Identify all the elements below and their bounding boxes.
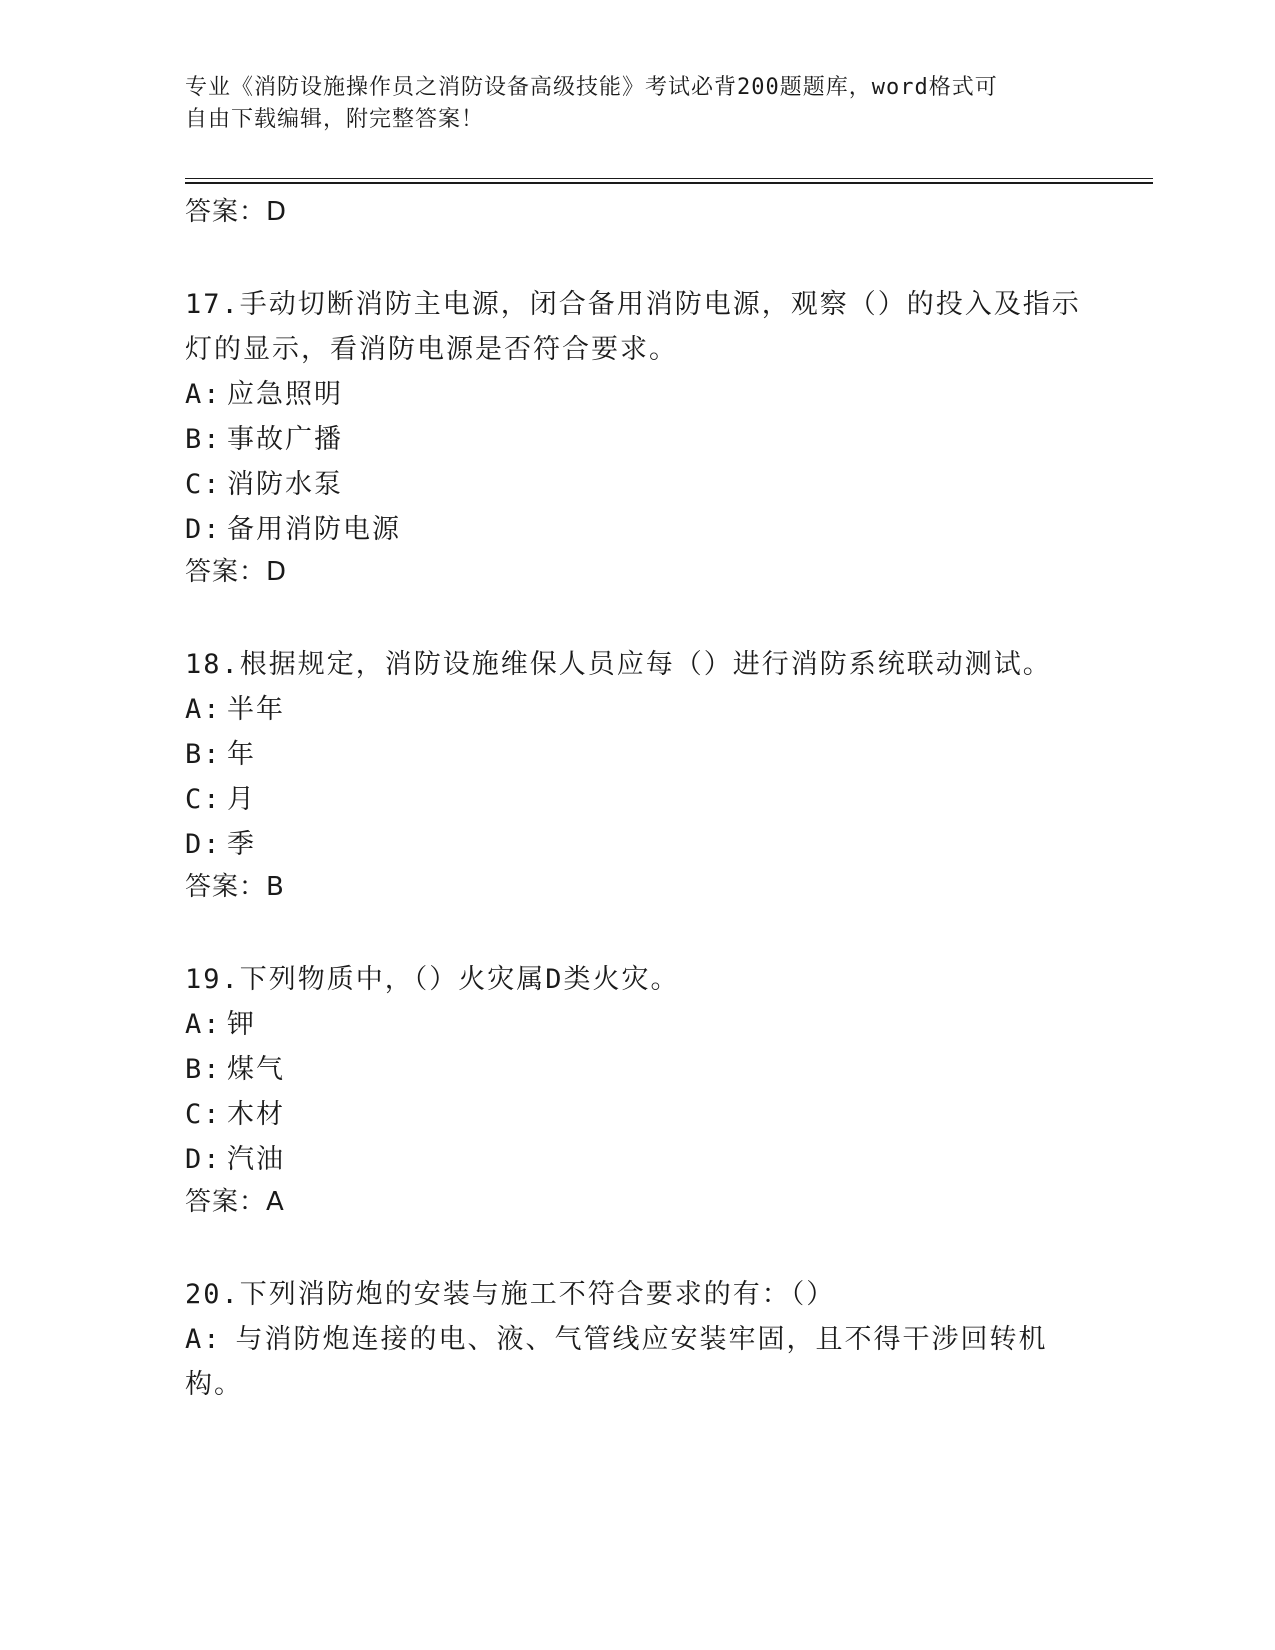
answer: 答案：A [185, 1187, 285, 1217]
option-letter: A: [185, 379, 222, 410]
question-text: 18.根据规定，消防设施维保人员应每（）进行消防系统联动测试。 [185, 649, 1052, 680]
option-letter: B: [185, 424, 222, 455]
option-a [185, 372, 1085, 417]
option-text: 汽油 [227, 1144, 285, 1175]
option-a [185, 1002, 1085, 1047]
option-a [185, 687, 1085, 732]
document-header [185, 72, 1085, 136]
option-letter: A: [185, 1324, 222, 1355]
question-18 [185, 642, 1085, 907]
option-letter: A: [185, 1009, 222, 1040]
header-line-1: 专业《消防设施操作员之消防设备高级技能》考试必背200题题库，word格式可 [185, 75, 998, 100]
option-text: 钾 [227, 1009, 256, 1040]
question-text: 19.下列物质中，（）火灾属D类火灾。 [185, 964, 680, 995]
header-line-2: 自由下载编辑，附完整答案！ [185, 107, 485, 132]
option-d [185, 1137, 1085, 1182]
previous-answer: 答案：D [185, 197, 288, 227]
option-text: 煤气 [227, 1054, 285, 1085]
question-20 [185, 1272, 1085, 1407]
option-letter: C: [185, 1099, 222, 1130]
header-rule-thin [185, 178, 1153, 179]
option-text: 事故广播 [227, 424, 343, 455]
option-text: 应急照明 [227, 379, 343, 410]
question-text: 17.手动切断消防主电源，闭合备用消防电源，观察（）的投入及指示灯的显示，看消防电源是否符合要求。 [185, 289, 1081, 365]
option-letter: C: [185, 469, 222, 500]
option-c [185, 1092, 1085, 1137]
option-letter: D: [185, 514, 222, 545]
option-text: 月 [227, 784, 256, 815]
option-d [185, 507, 1085, 552]
option-text: 与消防炮连接的电、液、气管线应安装牢固，且不得干涉回转机构。 [185, 1324, 1048, 1400]
option-text: 年 [227, 739, 256, 770]
option-c [185, 777, 1085, 822]
option-text: 消防水泵 [227, 469, 343, 500]
question-text: 20.下列消防炮的安装与施工不符合要求的有：（） [185, 1279, 836, 1310]
option-letter: C: [185, 784, 222, 815]
answer: 答案：B [185, 872, 285, 902]
option-letter: A: [185, 694, 222, 725]
question-list [185, 192, 1085, 1407]
option-b [185, 732, 1085, 777]
answer: 答案：D [185, 557, 288, 587]
option-text: 木材 [227, 1099, 285, 1130]
option-text: 备用消防电源 [227, 514, 401, 545]
option-d [185, 822, 1085, 867]
question-17 [185, 282, 1085, 592]
option-a [185, 1317, 1085, 1407]
option-letter: D: [185, 829, 222, 860]
option-b [185, 417, 1085, 462]
question-19 [185, 957, 1085, 1222]
option-text: 季 [227, 829, 256, 860]
option-text: 半年 [227, 694, 285, 725]
option-c [185, 462, 1085, 507]
header-rule-thick [185, 182, 1153, 184]
option-letter: B: [185, 739, 222, 770]
option-letter: B: [185, 1054, 222, 1085]
option-b [185, 1047, 1085, 1092]
option-letter: D: [185, 1144, 222, 1175]
